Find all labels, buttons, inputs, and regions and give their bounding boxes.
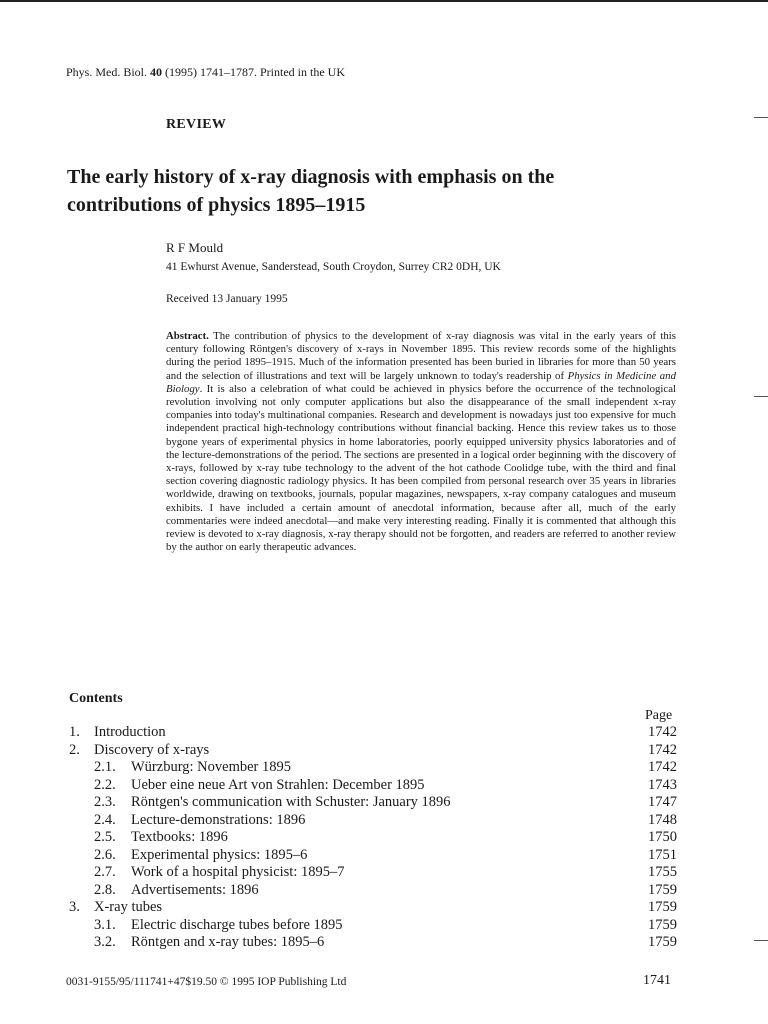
- toc-entry-number: 2.4.: [94, 811, 116, 828]
- contents-heading: Contents: [69, 691, 123, 706]
- table-of-contents: [69, 724, 677, 952]
- toc-entry-page: 1747: [648, 794, 677, 810]
- abstract-label: Abstract.: [166, 330, 209, 342]
- toc-entry: [69, 742, 677, 760]
- toc-entry-title: Textbooks: 1896: [131, 829, 228, 845]
- author-address: 41 Ewhurst Avenue, Sanderstead, South Croydon, Surrey CR2 0DH, UK: [166, 261, 501, 273]
- toc-entry: [69, 882, 677, 900]
- toc-entry: [69, 899, 677, 917]
- toc-entry: [69, 829, 677, 847]
- margin-mark: [754, 117, 768, 118]
- toc-entry-page: 1750: [648, 829, 677, 845]
- toc-entry: [69, 759, 677, 777]
- toc-entry-number: 2.2.: [94, 776, 116, 793]
- page-number: 1741: [643, 973, 671, 988]
- toc-entry-number: 2.5.: [94, 829, 116, 845]
- toc-entry: [69, 777, 677, 795]
- toc-entry-page: 1742: [648, 741, 677, 758]
- page-column-label: Page: [645, 708, 673, 723]
- title-line: contributions of physics 1895–1915: [67, 194, 366, 216]
- toc-entry-page: 1759: [648, 934, 677, 950]
- paper-title: [67, 163, 707, 219]
- toc-entry-page: 1759: [648, 899, 677, 915]
- abstract-text: . It is also a celebration of what could be achieved in physics before the occurrence of the technological revolution involving not only computer applications but also the disappearance of the small independent x-ray companies into today's multinational companies. Research and development is nowadays just too expensive for much independent practical high-technology contributions without financial backing. Hence this review takes us to those bygone years of experimental physics in home laboratories, poorly equipped university physics laboratories and of the lecture-demonstrations of the period. The sections are presented in a logical order beginning with the discovery of x-rays, followed by x-ray tube technology to the advent of the hot cathode Coolidge tube, with the third and final section covering diagnostic radiology physics. It has been compiled from personal research over 35 years in libraries worldwide, drawing on textbooks, journals, popular magazines, newspapers, x-ray company catalogues and museum exhibits. I have included a certain amount of anecdotal information, because after all, much of the early commentaries were indeed anecdotal—and make very interesting reading. Finally it is commented that although this review is devoted to x-ray diagnosis, x-ray therapy should not be forgotten, and readers are referred to another review by the author on early therapeutic advances.: [166, 382, 676, 554]
- received-date: Received 13 January 1995: [166, 293, 288, 305]
- toc-entry-page: 1751: [648, 846, 677, 863]
- journal-name: Phys. Med. Biol.: [66, 65, 148, 79]
- toc-entry-title: Advertisements: 1896: [131, 881, 259, 898]
- journal-year-pages: (1995) 1741–1787. Printed in the UK: [165, 65, 345, 79]
- toc-entry-title: Electric discharge tubes before 1895: [131, 916, 343, 933]
- toc-entry: [69, 934, 677, 952]
- toc-entry-number: 2.8.: [94, 881, 116, 898]
- toc-entry: [69, 917, 677, 935]
- toc-entry-page: 1742: [648, 724, 677, 740]
- toc-entry-number: 1.: [69, 724, 80, 740]
- toc-entry-page: 1748: [648, 811, 677, 828]
- toc-entry-title: Würzburg: November 1895: [131, 759, 291, 775]
- toc-entry-page: 1743: [648, 776, 677, 793]
- toc-entry-page: 1759: [648, 916, 677, 933]
- toc-entry-number: 2.7.: [94, 864, 116, 880]
- toc-entry-number: 3.2.: [94, 934, 116, 950]
- toc-entry-number: 3.: [69, 899, 80, 915]
- toc-entry-page: 1755: [648, 864, 677, 880]
- abstract: [166, 330, 676, 554]
- toc-entry-title: Ueber eine neue Art von Strahlen: December 1895: [131, 776, 425, 793]
- toc-entry-page: 1742: [648, 759, 677, 775]
- toc-entry: [69, 864, 677, 882]
- margin-mark: [754, 396, 768, 397]
- toc-entry-page: 1759: [648, 881, 677, 898]
- toc-entry: [69, 794, 677, 812]
- author-name: R F Mould: [166, 240, 224, 255]
- toc-entry-number: 3.1.: [94, 916, 116, 933]
- margin-mark: [754, 940, 768, 941]
- running-head: [66, 65, 345, 80]
- toc-entry: [69, 724, 677, 742]
- toc-entry-title: Work of a hospital physicist: 1895–7: [131, 864, 345, 880]
- toc-entry-number: 2.: [69, 741, 80, 758]
- toc-entry-title: Lecture-demonstrations: 1896: [131, 811, 306, 828]
- journal-volume: 40: [150, 65, 163, 79]
- toc-entry-title: Discovery of x-rays: [94, 741, 210, 758]
- toc-entry-number: 2.6.: [94, 846, 116, 863]
- title-line: The early history of x-ray diagnosis with emphasis on the: [67, 166, 555, 188]
- toc-entry-title: Röntgen's communication with Schuster: January 1896: [131, 794, 451, 810]
- top-rule: [0, 0, 768, 2]
- toc-entry: [69, 847, 677, 865]
- footer-code-copyright: 0031-9155/95/111741+47$19.50 © 1995 IOP Publishing Ltd: [66, 976, 347, 988]
- toc-entry-title: Röntgen and x-ray tubes: 1895–6: [131, 934, 325, 950]
- abstract-text: The contribution of physics to the development of x-ray diagnosis was vital in the early years of this century following Röntgen's discovery of x-rays in November 1895. This review records some of the highlights during the period 1895–1915. Much of the information presented has been buried in libraries for more than 50 years and the selection of illustrations and text will be largely unknown to today's readership of: [166, 330, 676, 382]
- toc-entry-title: Introduction: [94, 724, 166, 740]
- toc-entry-number: 2.1.: [94, 759, 116, 775]
- toc-entry-title: X-ray tubes: [94, 899, 163, 915]
- journal-title-italic: Physics in Medicine and Biology: [166, 369, 676, 395]
- section-label: REVIEW: [166, 117, 227, 132]
- toc-entry-title: Experimental physics: 1895–6: [131, 846, 308, 863]
- toc-entry-number: 2.3.: [94, 794, 116, 810]
- toc-entry: [69, 812, 677, 830]
